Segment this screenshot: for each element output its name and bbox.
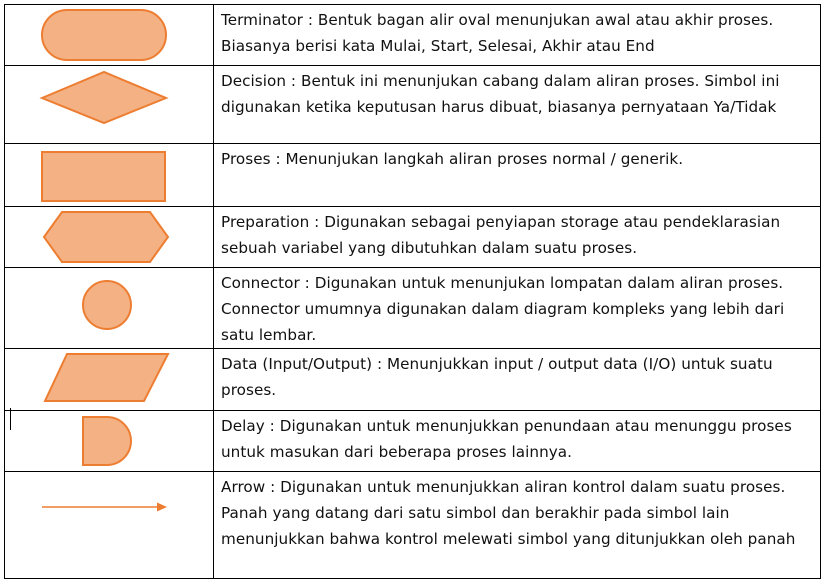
table-row <box>5 411 821 472</box>
description-cell: Arrow : Digunakan untuk menunjukkan aliran kontrol dalam suatu proses. Panah yang datang dari satu simbol dan berakhir pada simbol lain menunjukkan bahwa kontrol melewati simbol yang ditunjukkan oleh panah <box>214 472 821 579</box>
terminator-icon <box>5 5 213 65</box>
description-cell: Delay : Digunakan untuk menunjukkan penundaan atau menunggu proses untuk masukan dari beberapa proses lainnya. <box>214 411 821 472</box>
table-row <box>5 144 821 207</box>
arrow-icon <box>5 472 213 578</box>
delay-icon <box>5 411 213 471</box>
connector-icon <box>5 268 213 345</box>
description-cell: Preparation : Digunakan sebagai penyiapan storage atau pendeklarasian sebuah variabel yang dibutuhkan dalam suatu proses. <box>214 207 821 268</box>
description-cell: Proses : Menunjukan langkah aliran proses normal / generik. <box>214 144 821 207</box>
table-row <box>5 268 821 349</box>
description-cell: Terminator : Bentuk bagan alir oval menunjukan awal atau akhir proses. Biasanya berisi kata Mulai, Start, Selesai, Akhir atau End <box>214 5 821 66</box>
description-cell: Data (Input/Output) : Menunjukkan input / output data (I/O) untuk suatu proses. <box>214 349 821 411</box>
symbol-cell <box>5 472 214 579</box>
symbol-cell <box>5 268 214 349</box>
flowchart-symbol-table <box>4 4 821 579</box>
description-cell: Connector : Digunakan untuk menunjukan lompatan dalam aliran proses. Connector umumnya digunakan dalam diagram kompleks yang lebih dari satu lembar. <box>214 268 821 349</box>
description-cell: Decision : Bentuk ini menunjukan cabang dalam aliran proses. Simbol ini digunakan ketika keputusan harus dibuat, biasanya pernyataan Ya/Tidak <box>214 66 821 144</box>
preparation-icon <box>5 207 213 267</box>
symbol-cell <box>5 5 214 66</box>
symbol-cell <box>5 66 214 144</box>
table-row <box>5 349 821 411</box>
process-icon <box>5 144 213 206</box>
table-row <box>5 5 821 66</box>
symbol-cell <box>5 144 214 207</box>
table-row <box>5 207 821 268</box>
symbol-cell <box>5 349 214 411</box>
table-row <box>5 472 821 579</box>
symbol-cell <box>5 207 214 268</box>
decision-icon <box>5 66 213 143</box>
data-io-icon <box>5 349 213 410</box>
table-row <box>5 66 821 144</box>
symbol-cell <box>5 411 214 472</box>
